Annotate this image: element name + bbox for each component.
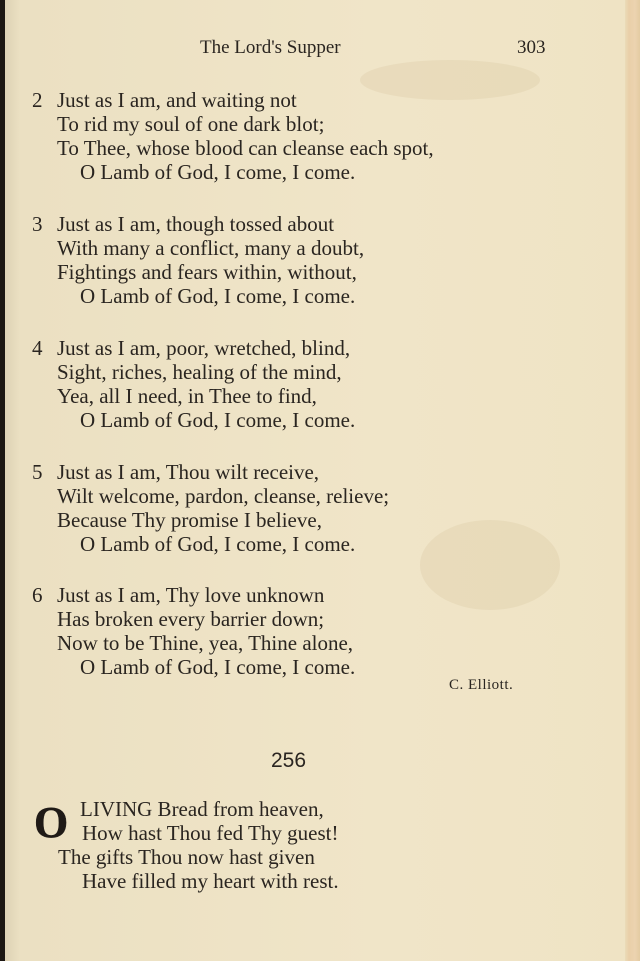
hymn-number: 256: [271, 749, 307, 772]
line-text: Fightings and fears within, without,: [57, 260, 357, 284]
stanza-number: 3: [32, 212, 43, 236]
line-text: Just as I am, Thy love unknown: [57, 583, 325, 607]
paper-stain: [420, 520, 560, 610]
stanza-number: 5: [32, 460, 43, 484]
running-head: [0, 37, 640, 61]
line-text: To Thee, whose blood can cleanse each spot,: [57, 136, 434, 160]
page-edge: [625, 0, 640, 961]
line-text: O Lamb of God, I come, I come.: [80, 532, 356, 556]
line-text: Has broken every barrier down;: [57, 607, 325, 631]
line-text: Because Thy promise I believe,: [57, 508, 322, 532]
line-text: To rid my soul of one dark blot;: [57, 112, 325, 136]
line-text: Have filled my heart with rest.: [82, 869, 339, 893]
line-text: Now to be Thine, yea, Thine alone,: [57, 631, 354, 655]
page-number: 303: [517, 37, 546, 58]
line-text: Just as I am, and waiting not: [57, 88, 297, 112]
paper-stain: [360, 60, 540, 100]
line-text: O Lamb of God, I come, I come.: [80, 655, 356, 679]
stanza-number: 2: [32, 88, 43, 112]
line-text: Wilt welcome, pardon, cleanse, relieve;: [57, 484, 390, 508]
stanza-number: 4: [32, 336, 43, 360]
line-text: With many a conflict, many a doubt,: [57, 236, 365, 260]
line-text: Just as I am, poor, wretched, blind,: [57, 336, 351, 360]
line-text: The gifts Thou now hast given: [58, 845, 315, 869]
line-text: O Lamb of God, I come, I come.: [80, 160, 356, 184]
author-attribution: C. Elliott.: [449, 677, 514, 693]
line-text: O Lamb of God, I come, I come.: [80, 408, 356, 432]
line-text: Just as I am, though tossed about: [57, 212, 335, 236]
binding-edge: [0, 0, 5, 961]
stanza-number: 6: [32, 583, 43, 607]
line-text: Sight, riches, healing of the mind,: [57, 360, 342, 384]
line-text: How hast Thou fed Thy guest!: [82, 821, 339, 845]
drop-cap: O: [34, 798, 69, 847]
line-text: Yea, all I need, in Thee to find,: [57, 384, 317, 408]
line-text: Just as I am, Thou wilt receive,: [57, 460, 320, 484]
line-text: LIVING Bread from heaven,: [80, 797, 324, 821]
running-title: The Lord's Supper: [200, 37, 341, 58]
line-text: O Lamb of God, I come, I come.: [80, 284, 356, 308]
